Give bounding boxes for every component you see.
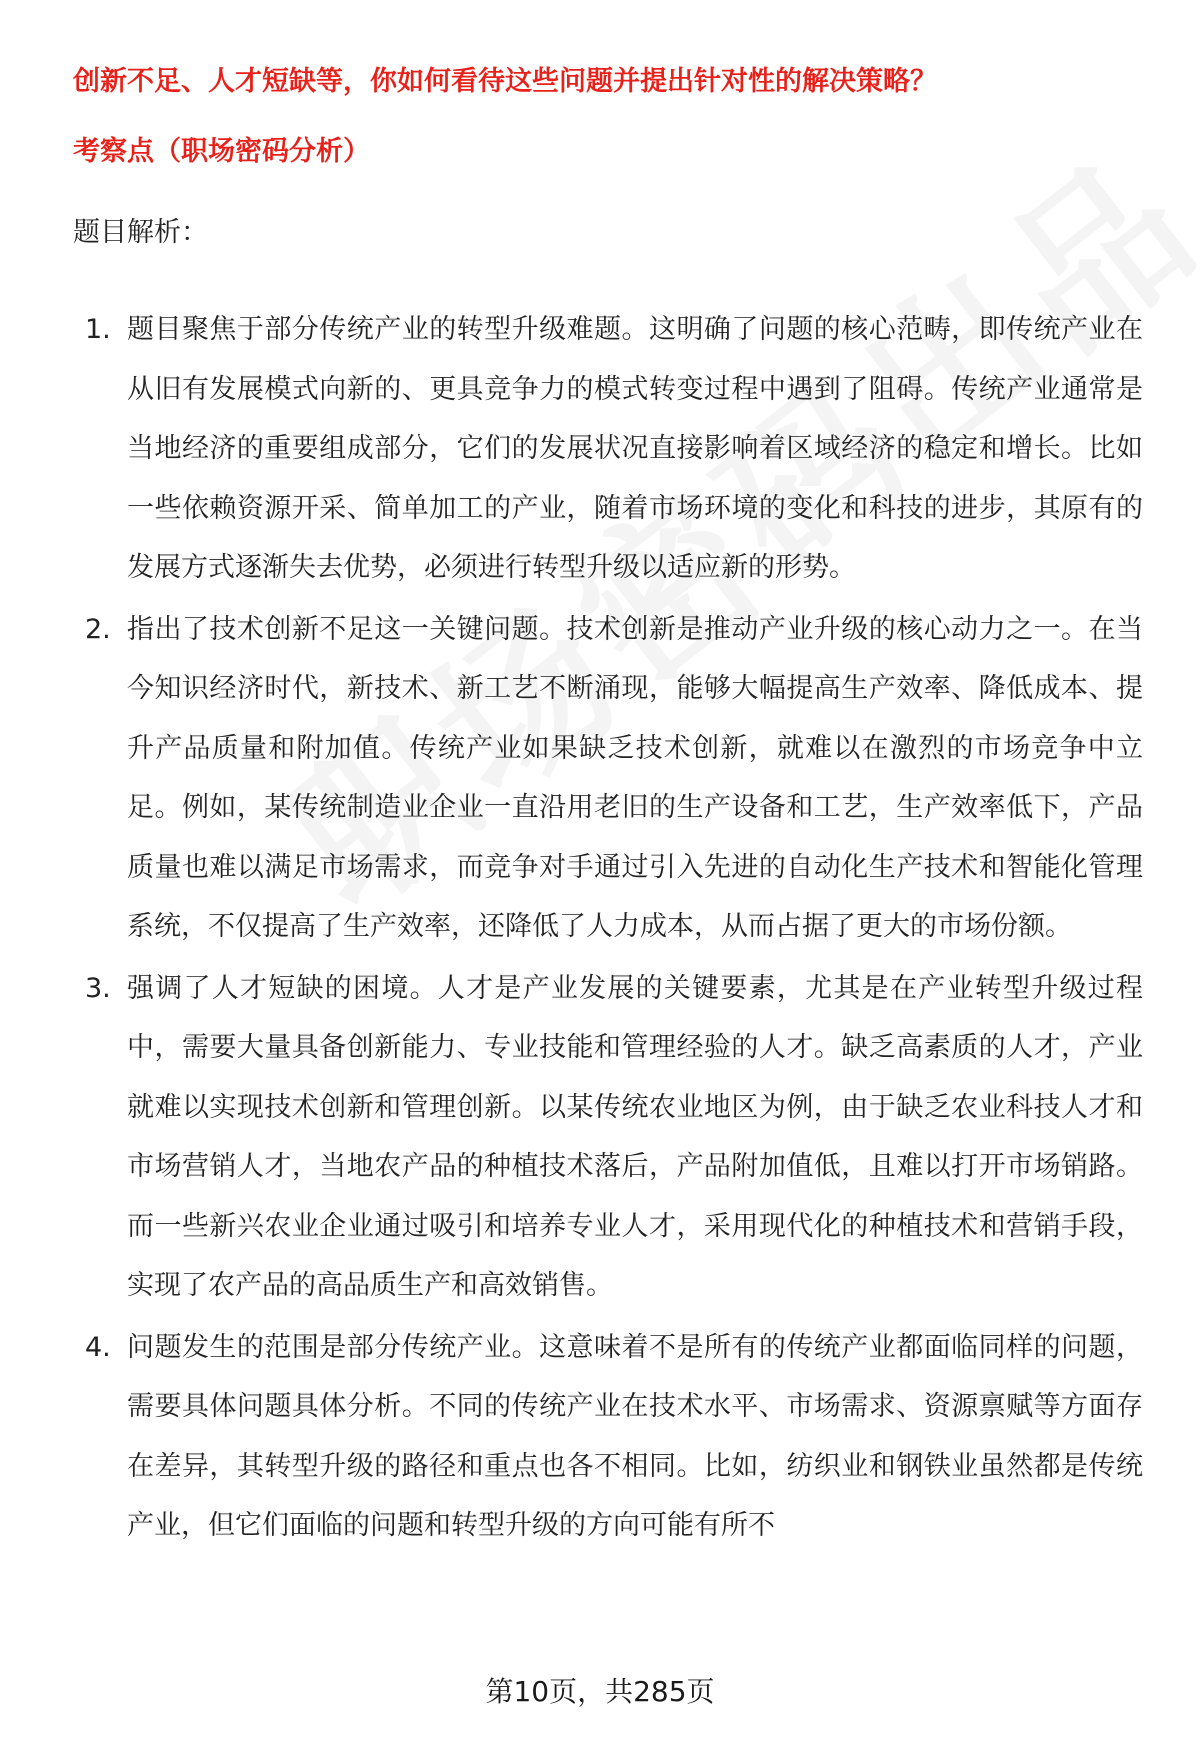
list-item-text: 题目聚焦于部分传统产业的转型升级难题。这明确了问题的核心范畴，即传统产业在从旧有发展模式向新的、更具竞争力的模式转变过程中遇到了阻碍。传统产业通常是当地经济的重要组成部分，它们的发展状况直接影响着区域经济的稳定和增长。比如一些依赖资源开采、简单加工的产业，随着市场环境的变化和科技的进步，其原有的发展方式逐渐失去优势，必须进行转型升级以适应新的形势。 [127,314,1143,583]
analysis-list [0,300,1200,1558]
exam-point-heading: 考察点（职场密码分析） [73,136,370,167]
list-item [0,300,1143,598]
list-item-text: 问题发生的范围是部分传统产业。这意味着不是所有的传统产业都面临同样的问题，需要具体问题具体分析。不同的传统产业在技术水平、市场需求、资源禀赋等方面存在差异，其转型升级的路径和重点也各不相同。比如，纺织业和钢铁业虽然都是传统产业，但它们面临的问题和转型升级的方向可能有所不 [127,1331,1143,1541]
page-number: 第10页，共285页 [485,1675,715,1708]
analysis-label: 题目解析： [73,217,208,248]
list-item [0,1318,1143,1556]
list-item-text: 强调了人才短缺的困境。人才是产业发展的关键要素，尤其是在产业转型升级过程中，需要大量具备创新能力、专业技能和管理经验的人才。缺乏高素质的人才，产业就难以实现技术创新和管理创新。以某传统农业地区为例，由于缺乏农业科技人才和市场营销人才，当地农产品的种植技术落后，产品附加值低，且难以打开市场销路。而一些新兴农业企业通过吸引和培养专业人才，采用现代化的种植技术和营销手段，实现了农产品的高品质生产和高效销售。 [127,972,1143,1301]
question-title: 创新不足、人才短缺等，你如何看待这些问题并提出针对性的解决策略？ [73,66,937,97]
list-item-number: 4. [85,1331,111,1363]
list-item-number: 2. [85,613,111,645]
list-item-text: 指出了技术创新不足这一关键问题。技术创新是推动产业升级的核心动力之一。在当今知识经济时代，新技术、新工艺不断涌现，能够大幅提高生产效率、降低成本、提升产品质量和附加值。传统产业如果缺乏技术创新，就难以在激烈的市场竞争中立足。例如，某传统制造业企业一直沿用老旧的生产设备和工艺，生产效率低下，产品质量也难以满足市场需求，而竞争对手通过引入先进的自动化生产技术和智能化管理系统，不仅提高了生产效率，还降低了人力成本，从而占据了更大的市场份额。 [127,613,1143,942]
list-item-number: 1. [85,314,111,345]
list-item [0,959,1143,1316]
list-item [0,600,1143,957]
list-item-number: 3. [85,972,111,1004]
